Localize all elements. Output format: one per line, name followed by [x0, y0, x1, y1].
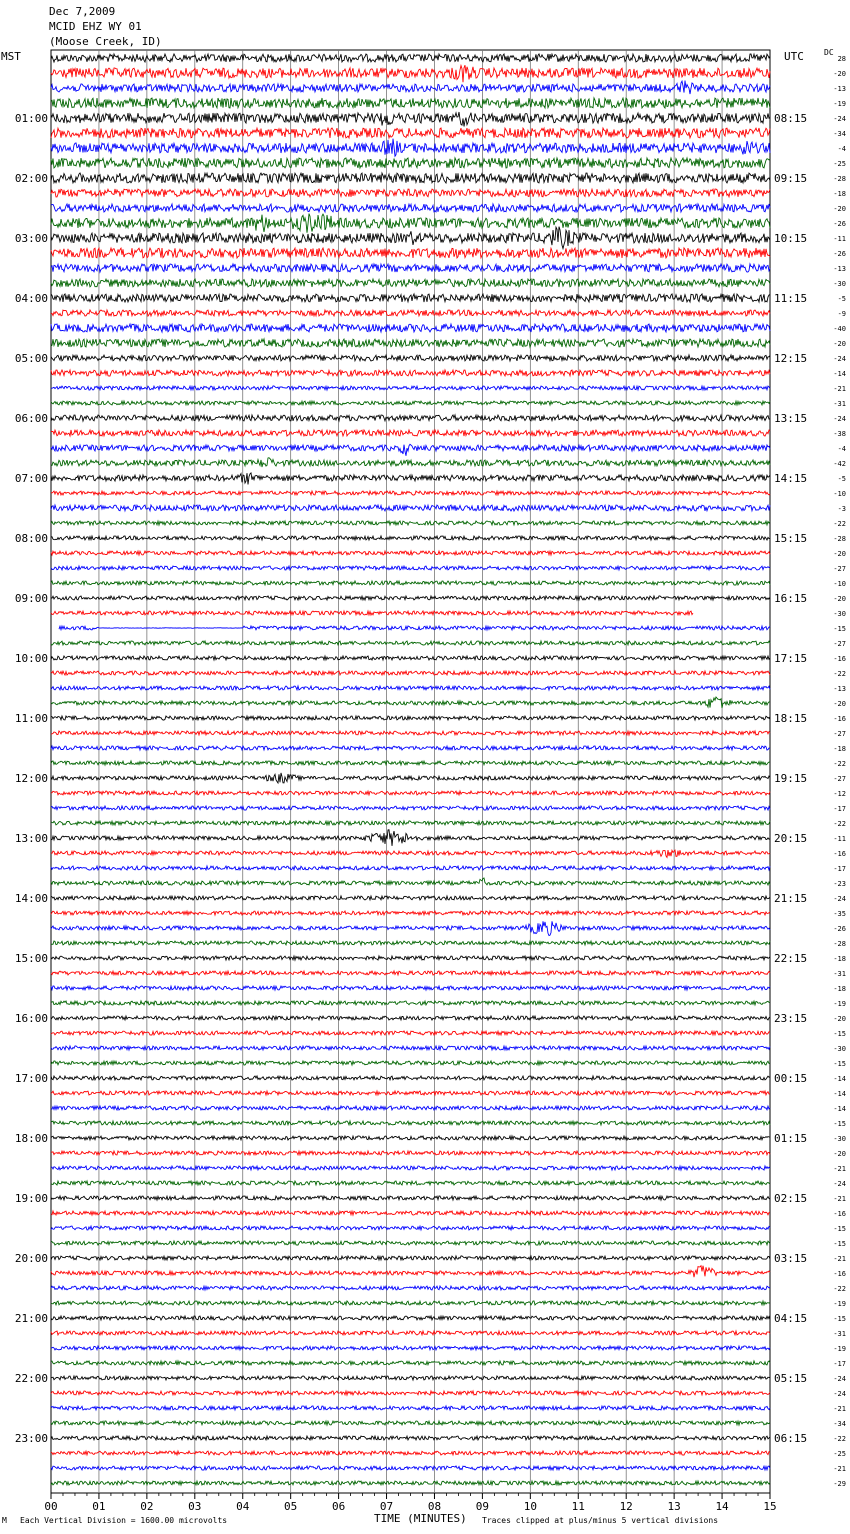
utc-hour-label: 00:15	[774, 1072, 808, 1085]
seismic-trace	[51, 656, 770, 660]
seismic-trace	[51, 279, 770, 287]
dc-offset-label: -30	[833, 280, 846, 288]
station-id: MCID EHZ WY 01	[49, 20, 142, 33]
mst-hour-label: 18:00	[14, 1132, 48, 1145]
mst-hour-label: 06:00	[14, 412, 48, 425]
dc-offset-label: -22	[833, 820, 846, 828]
utc-hour-label: 01:15	[774, 1132, 808, 1145]
dc-offset-label: -26	[833, 250, 846, 258]
dc-offset-label: -20	[833, 1015, 846, 1023]
utc-hour-label: 13:15	[774, 412, 808, 425]
dc-offset-label: -11	[833, 235, 846, 243]
seismic-trace	[51, 1421, 770, 1425]
seismic-trace	[51, 878, 770, 885]
utc-hour-label: 18:15	[774, 712, 808, 725]
dc-offset-label: -30	[833, 1135, 846, 1143]
scale-note: Each Vertical Division = 1600.00 microvolts	[20, 1516, 228, 1525]
utc-hour-label: 02:15	[774, 1192, 808, 1205]
utc-hour-label: 17:15	[774, 652, 808, 665]
seismic-trace	[51, 1166, 770, 1170]
dc-offset-label: -13	[833, 685, 846, 693]
seismic-trace	[51, 1076, 770, 1080]
dc-offset-label: -19	[833, 100, 846, 108]
seismic-trace	[51, 1046, 770, 1050]
seismic-trace	[51, 1481, 770, 1485]
seismic-trace	[51, 956, 770, 960]
clip-note: Traces clipped at plus/minus 5 vertical divisions	[482, 1516, 719, 1525]
seismic-trace	[51, 1181, 770, 1185]
dc-offset-label: -20	[833, 205, 846, 213]
seismic-trace	[51, 227, 770, 249]
dc-offset-label: -14	[833, 1105, 846, 1113]
dc-offset-label: -25	[833, 160, 846, 168]
dc-offset-label: -18	[833, 745, 846, 753]
dc-offset-label: -22	[833, 1435, 846, 1443]
seismic-trace	[51, 1361, 770, 1365]
dc-offset-label: -20	[833, 550, 846, 558]
seismic-trace	[51, 1106, 770, 1110]
seismic-trace	[51, 697, 770, 708]
seismic-trace	[51, 355, 770, 361]
dc-offset-label: -16	[833, 1210, 846, 1218]
seismic-trace	[51, 1001, 770, 1005]
seismic-trace	[51, 173, 770, 183]
mst-hour-label: 15:00	[14, 952, 48, 965]
dc-offset-label: -21	[833, 1195, 846, 1203]
mst-hour-label: 08:00	[14, 532, 48, 545]
seismic-trace	[51, 1196, 770, 1200]
seismic-trace	[51, 189, 770, 197]
dc-offset-label: -34	[833, 1420, 846, 1428]
seismic-trace	[51, 415, 770, 421]
seismic-trace	[51, 896, 770, 900]
dc-offset-label: -22	[833, 670, 846, 678]
dc-offset-label: -30	[833, 610, 846, 618]
seismic-trace	[51, 401, 770, 405]
utc-hour-label: 05:15	[774, 1372, 808, 1385]
mst-hour-label: 16:00	[14, 1012, 48, 1025]
dc-offset-label: -27	[833, 730, 846, 738]
seismic-trace	[51, 1391, 770, 1395]
dc-offset-label: -27	[833, 775, 846, 783]
mst-hour-label: 02:00	[14, 172, 48, 185]
dc-offset-label: -14	[833, 1075, 846, 1083]
seismic-trace	[51, 866, 770, 870]
dc-offset-label: -28	[833, 940, 846, 948]
dc-offset-label: -15	[833, 1030, 846, 1038]
seismic-trace	[51, 54, 770, 62]
mst-hour-label: 20:00	[14, 1252, 48, 1265]
seismic-trace	[51, 1286, 770, 1290]
dc-offset-label: -5	[837, 475, 846, 483]
dc-offset-label: -17	[833, 1360, 846, 1368]
dc-offset-label: -14	[833, 370, 846, 378]
mst-hour-label: 03:00	[14, 232, 48, 245]
seismic-trace	[51, 458, 770, 467]
dc-offset-label: -15	[833, 1060, 846, 1068]
seismic-trace	[51, 1451, 770, 1455]
seismic-trace	[51, 1436, 770, 1440]
dc-offset-label: -28	[833, 535, 846, 543]
mst-hour-label: 05:00	[14, 352, 48, 365]
x-tick-label: 04	[236, 1500, 250, 1513]
dc-offset-label: -17	[833, 805, 846, 813]
seismic-trace	[51, 773, 770, 783]
seismic-trace	[51, 65, 770, 82]
dc-offset-label: 28	[837, 55, 846, 63]
dc-offset-label: -26	[833, 925, 846, 933]
dc-offset-label: -12	[833, 790, 846, 798]
seismic-trace	[51, 310, 770, 316]
seismic-trace	[51, 536, 770, 540]
dc-offset-label: -17	[833, 865, 846, 873]
dc-offset-label: -18	[833, 955, 846, 963]
utc-hour-label: 22:15	[774, 952, 808, 965]
seismic-trace	[51, 641, 770, 645]
seismic-trace	[51, 248, 770, 258]
utc-hour-label: 08:15	[774, 112, 808, 125]
dc-offset-label: -25	[833, 1450, 846, 1458]
dc-offset-label: -30	[833, 1045, 846, 1053]
dc-offset-label: -29	[833, 1480, 846, 1488]
seismic-trace	[51, 941, 770, 945]
seismic-trace	[51, 521, 770, 525]
dc-offset-label: -34	[833, 130, 846, 138]
seismic-trace	[51, 444, 770, 456]
dc-offset-label: -20	[833, 700, 846, 708]
dc-offset-label: -23	[833, 880, 846, 888]
seismic-trace	[51, 986, 770, 990]
seismic-trace	[51, 1211, 770, 1215]
utc-hour-label: 09:15	[774, 172, 808, 185]
x-tick-label: 02	[140, 1500, 154, 1513]
mst-hour-label: 07:00	[14, 472, 48, 485]
dc-label: DC	[824, 48, 834, 57]
mst-hour-label: 23:00	[14, 1432, 48, 1445]
dc-offset-label: -21	[833, 1165, 846, 1173]
dc-offset-label: -4	[837, 445, 846, 453]
seismic-trace	[51, 566, 770, 570]
mst-hour-label: 12:00	[14, 772, 48, 785]
utc-hour-label: 15:15	[774, 532, 808, 545]
dc-offset-label: -21	[833, 1405, 846, 1413]
seismic-trace	[51, 581, 770, 585]
seismic-trace	[51, 214, 770, 233]
station-location: (Moose Creek, ID)	[49, 35, 162, 48]
trace-group	[51, 54, 770, 1485]
dc-offset-label: -22	[833, 1285, 846, 1293]
seismic-trace	[51, 1016, 770, 1020]
utc-hour-label: 04:15	[774, 1312, 808, 1325]
x-tick-label: 12	[619, 1500, 633, 1513]
seismic-trace	[51, 370, 770, 376]
dc-offset-label: -35	[833, 910, 846, 918]
x-tick-label: 06	[331, 1500, 346, 1513]
seismic-trace	[51, 1266, 770, 1278]
seismic-trace	[51, 386, 770, 390]
axis-labels	[15, 55, 846, 1513]
seismic-trace	[51, 1331, 770, 1335]
dc-offset-label: -15	[833, 1240, 846, 1248]
mst-hour-label: 17:00	[14, 1072, 48, 1085]
dc-offset-label: -4	[837, 145, 846, 153]
dc-offset-label: -15	[833, 1120, 846, 1128]
xaxis-title: TIME (MINUTES)	[374, 1512, 467, 1525]
dc-offset-label: -19	[833, 1000, 846, 1008]
seismic-trace	[51, 473, 770, 485]
seismic-trace	[51, 761, 770, 765]
seismic-trace	[51, 1466, 770, 1470]
dc-offset-label: -42	[833, 460, 846, 468]
seismic-trace	[51, 294, 770, 302]
utc-hour-label: 11:15	[774, 292, 808, 305]
utc-hour-label: 06:15	[774, 1432, 808, 1445]
dc-offset-label: -10	[833, 580, 846, 588]
corner-mark: M	[2, 1516, 7, 1525]
x-tick-label: 05	[284, 1500, 298, 1513]
utc-hour-label: 19:15	[774, 772, 808, 785]
dc-offset-label: -21	[833, 1255, 846, 1263]
dc-offset-label: -14	[833, 1090, 846, 1098]
seismic-trace	[51, 1346, 770, 1350]
seismic-trace	[51, 139, 770, 157]
mst-hour-label: 22:00	[14, 1372, 48, 1385]
mst-hour-label: 10:00	[14, 652, 48, 665]
utc-axis-label: UTC	[784, 50, 804, 63]
mst-hour-label: 09:00	[14, 592, 48, 605]
seismic-trace	[51, 1406, 770, 1410]
seismic-trace	[51, 821, 770, 825]
dc-offset-label: -28	[833, 175, 846, 183]
seismic-trace	[51, 731, 770, 735]
dc-offset-label: -19	[833, 1345, 846, 1353]
dc-offset-label: -24	[833, 895, 846, 903]
utc-hour-label: 16:15	[774, 592, 808, 605]
seismic-trace	[51, 430, 770, 436]
seismic-trace	[51, 1226, 770, 1230]
dc-offset-label: -19	[833, 1300, 846, 1308]
dc-offset-label: -26	[833, 220, 846, 228]
seismic-trace	[51, 158, 770, 168]
dc-offset-label: -24	[833, 1180, 846, 1188]
dc-offset-label: -20	[833, 595, 846, 603]
seismic-trace	[51, 971, 770, 975]
dc-offset-label: -9	[837, 310, 846, 318]
dc-offset-label: -22	[833, 760, 846, 768]
dc-offset-label: -20	[833, 340, 846, 348]
seismic-trace	[51, 596, 770, 600]
dc-offset-label: -16	[833, 655, 846, 663]
dc-offset-label: -24	[833, 115, 846, 123]
dc-offset-label: -5	[837, 295, 846, 303]
seismic-trace	[51, 505, 770, 511]
seismic-trace	[51, 686, 770, 690]
x-tick-label: 10	[523, 1500, 537, 1513]
dc-offset-label: -38	[833, 430, 846, 438]
utc-hour-label: 12:15	[774, 352, 808, 365]
dc-offset-label: -22	[833, 520, 846, 528]
seismic-trace	[51, 1241, 770, 1245]
x-tick-label: 13	[667, 1500, 681, 1513]
seismic-trace	[51, 921, 770, 935]
seismic-trace	[51, 98, 770, 108]
seismic-trace	[51, 128, 770, 138]
seismic-trace	[51, 791, 770, 795]
dc-offset-label: -20	[833, 1150, 846, 1158]
seismic-trace	[51, 81, 770, 95]
dc-offset-label: -24	[833, 415, 846, 423]
seismic-trace	[51, 324, 770, 332]
utc-hour-label: 14:15	[774, 472, 808, 485]
seismic-trace	[51, 204, 770, 212]
dc-offset-label: -16	[833, 1270, 846, 1278]
seismic-trace	[51, 716, 770, 720]
seismic-trace	[51, 1316, 770, 1320]
seismic-trace	[51, 1061, 770, 1065]
mst-hour-label: 13:00	[14, 832, 48, 845]
dc-offset-label: -31	[833, 970, 846, 978]
dc-offset-label: -24	[833, 355, 846, 363]
seismic-trace	[51, 806, 770, 810]
dc-offset-label: -16	[833, 715, 846, 723]
dc-offset-label: -13	[833, 265, 846, 273]
x-tick-label: 14	[715, 1500, 729, 1513]
dc-offset-label: -31	[833, 400, 846, 408]
dc-offset-label: -18	[833, 190, 846, 198]
dc-offset-label: -3	[837, 505, 846, 513]
seismic-trace	[51, 264, 770, 272]
seismic-trace	[51, 1376, 770, 1380]
dc-offset-label: -16	[833, 850, 846, 858]
mst-hour-label: 01:00	[14, 112, 48, 125]
seismic-trace	[51, 1121, 770, 1125]
dc-offset-label: -27	[833, 640, 846, 648]
seismic-trace	[51, 1136, 770, 1140]
seismic-trace	[51, 830, 770, 846]
x-tick-label: 09	[475, 1500, 490, 1513]
seismic-trace	[59, 626, 770, 630]
x-tick-label: 03	[188, 1500, 202, 1513]
seismic-trace	[51, 911, 770, 915]
utc-hour-label: 10:15	[774, 232, 808, 245]
x-tick-label: 01	[92, 1500, 106, 1513]
x-tick-label: 00	[44, 1500, 58, 1513]
dc-offset-label: -24	[833, 1375, 846, 1383]
dc-offset-label: -31	[833, 1330, 846, 1338]
dc-offset-label: -15	[833, 1225, 846, 1233]
mst-hour-label: 21:00	[14, 1312, 48, 1325]
record-date: Dec 7,2009	[49, 5, 116, 18]
seismic-trace	[51, 339, 770, 347]
x-tick-label: 08	[427, 1500, 442, 1513]
utc-hour-label: 23:15	[774, 1012, 808, 1025]
seismic-trace	[51, 1151, 770, 1155]
seismic-trace	[51, 1256, 770, 1260]
seismic-trace	[51, 112, 770, 127]
mst-hour-label: 11:00	[14, 712, 48, 725]
seismic-trace	[51, 551, 770, 555]
x-tick-label: 15	[763, 1500, 777, 1513]
dc-offset-label: -18	[833, 985, 846, 993]
mst-hour-label: 04:00	[14, 292, 48, 305]
utc-hour-label: 20:15	[774, 832, 808, 845]
seismic-trace	[51, 1031, 770, 1035]
dc-offset-label: -15	[833, 625, 846, 633]
dc-offset-label: -13	[833, 85, 846, 93]
seismic-trace	[51, 611, 770, 615]
dc-offset-label: -15	[833, 1315, 846, 1323]
seismic-trace	[51, 491, 770, 495]
dc-offset-label: -10	[833, 490, 846, 498]
mst-hour-label: 19:00	[14, 1192, 48, 1205]
dc-offset-label: -21	[833, 1465, 846, 1473]
seismic-trace	[51, 746, 770, 750]
x-tick-label: 07	[379, 1500, 394, 1513]
seismic-trace	[51, 671, 770, 675]
seismic-trace	[51, 1301, 770, 1305]
dc-offset-label: -21	[833, 385, 846, 393]
x-tick-label: 11	[571, 1500, 585, 1513]
dc-offset-label: -27	[833, 565, 846, 573]
utc-hour-label: 21:15	[774, 892, 808, 905]
seismic-trace	[51, 850, 770, 857]
seismic-trace	[51, 1091, 770, 1095]
utc-hour-label: 03:15	[774, 1252, 808, 1265]
mst-axis-label: MST	[1, 50, 21, 63]
dc-offset-label: -20	[833, 70, 846, 78]
mst-hour-label: 14:00	[14, 892, 48, 905]
dc-offset-label: -40	[833, 325, 846, 333]
dc-offset-label: -24	[833, 1390, 846, 1398]
dc-offset-label: -11	[833, 835, 846, 843]
